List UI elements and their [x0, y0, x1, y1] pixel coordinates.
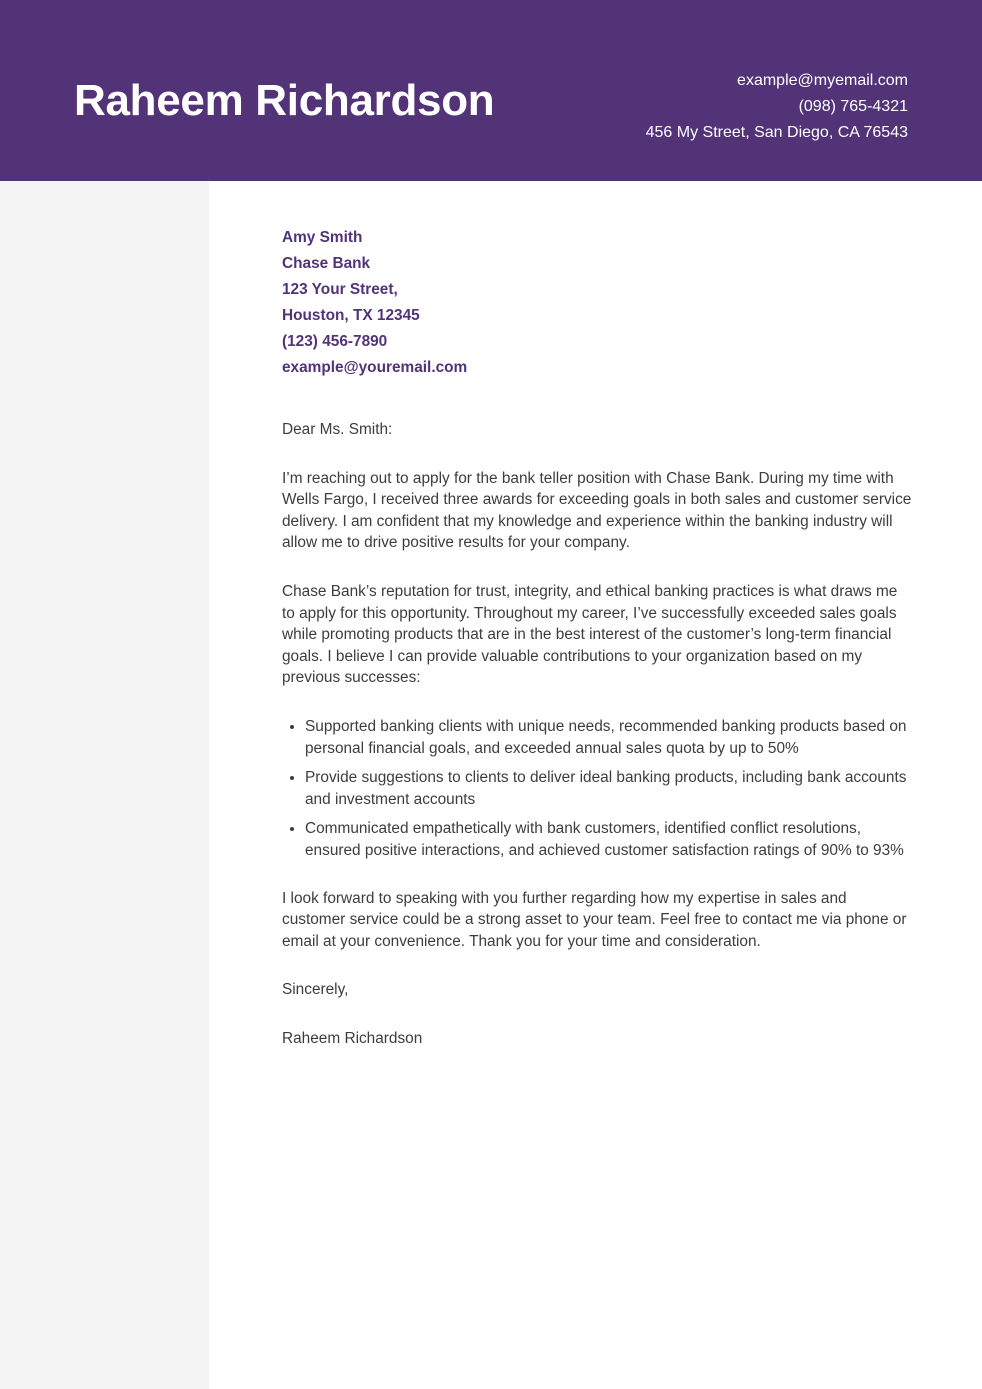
- sender-email: example@myemail.com: [737, 72, 908, 89]
- achievements-list: [282, 716, 912, 862]
- achievement-item: • Supported banking clients with unique needs, recommended banking products based on personal financial goals, and exceeded annual sales quota by up to 50%: [305, 716, 912, 759]
- sender-contact: [646, 68, 908, 146]
- achievement-item: • Communicated empathetically with bank customers, identified conflict resolutions, ensured positive interactions, and achieved customer satisfaction ratings of 90% to 93%: [305, 818, 912, 861]
- header-banner: [0, 0, 982, 181]
- body-paragraph-2: Chase Bank’s reputation for trust, integrity, and ethical banking practices is what draws me to apply for this opportunity. Throughout my career, I’ve successfully exceeded sales goals while promoting products that are in the best interest of the customer’s long-term financial goals. I believe I can provide valuable contributions to your organization based on my previous successes:: [282, 582, 898, 687]
- body-paragraph-1: I’m reaching out to apply for the bank teller position with Chase Bank. During my time with Wells Fargo, I received three awards for exceeding goals in both sales and customer service delivery. I am confident that my knowledge and experience within the banking industry will allow me to drive positive results for your company.: [282, 469, 912, 552]
- sign-off: Sincerely,: [282, 981, 349, 999]
- left-sidebar: [0, 181, 209, 1389]
- recipient-phone: (123) 456-7890: [282, 333, 388, 350]
- achievement-item: • Provide suggestions to clients to deliver ideal banking products, including bank accounts and investment accounts: [305, 767, 912, 810]
- signature: Raheem Richardson: [282, 1029, 423, 1047]
- sender-name: Raheem Richardson: [74, 76, 495, 125]
- recipient-street: 123 Your Street,: [282, 281, 398, 298]
- sender-address: 456 My Street, San Diego, CA 76543: [645, 124, 908, 141]
- recipient-block: [282, 225, 912, 381]
- closing-paragraph: I look forward to speaking with you further regarding how my expertise in sales and customer service could be a strong asset to your team. Feel free to contact me via phone or email at your convenience. Thank you for your time and consideration.: [282, 889, 907, 950]
- recipient-email: example@youremail.com: [282, 359, 468, 376]
- salutation: Dear Ms. Smith:: [282, 421, 393, 438]
- recipient-name: Amy Smith: [282, 229, 363, 246]
- sender-phone: (098) 765-4321: [798, 98, 908, 115]
- letter-body: [282, 225, 912, 1076]
- recipient-company: Chase Bank: [282, 255, 371, 272]
- recipient-city: Houston, TX 12345: [282, 307, 420, 324]
